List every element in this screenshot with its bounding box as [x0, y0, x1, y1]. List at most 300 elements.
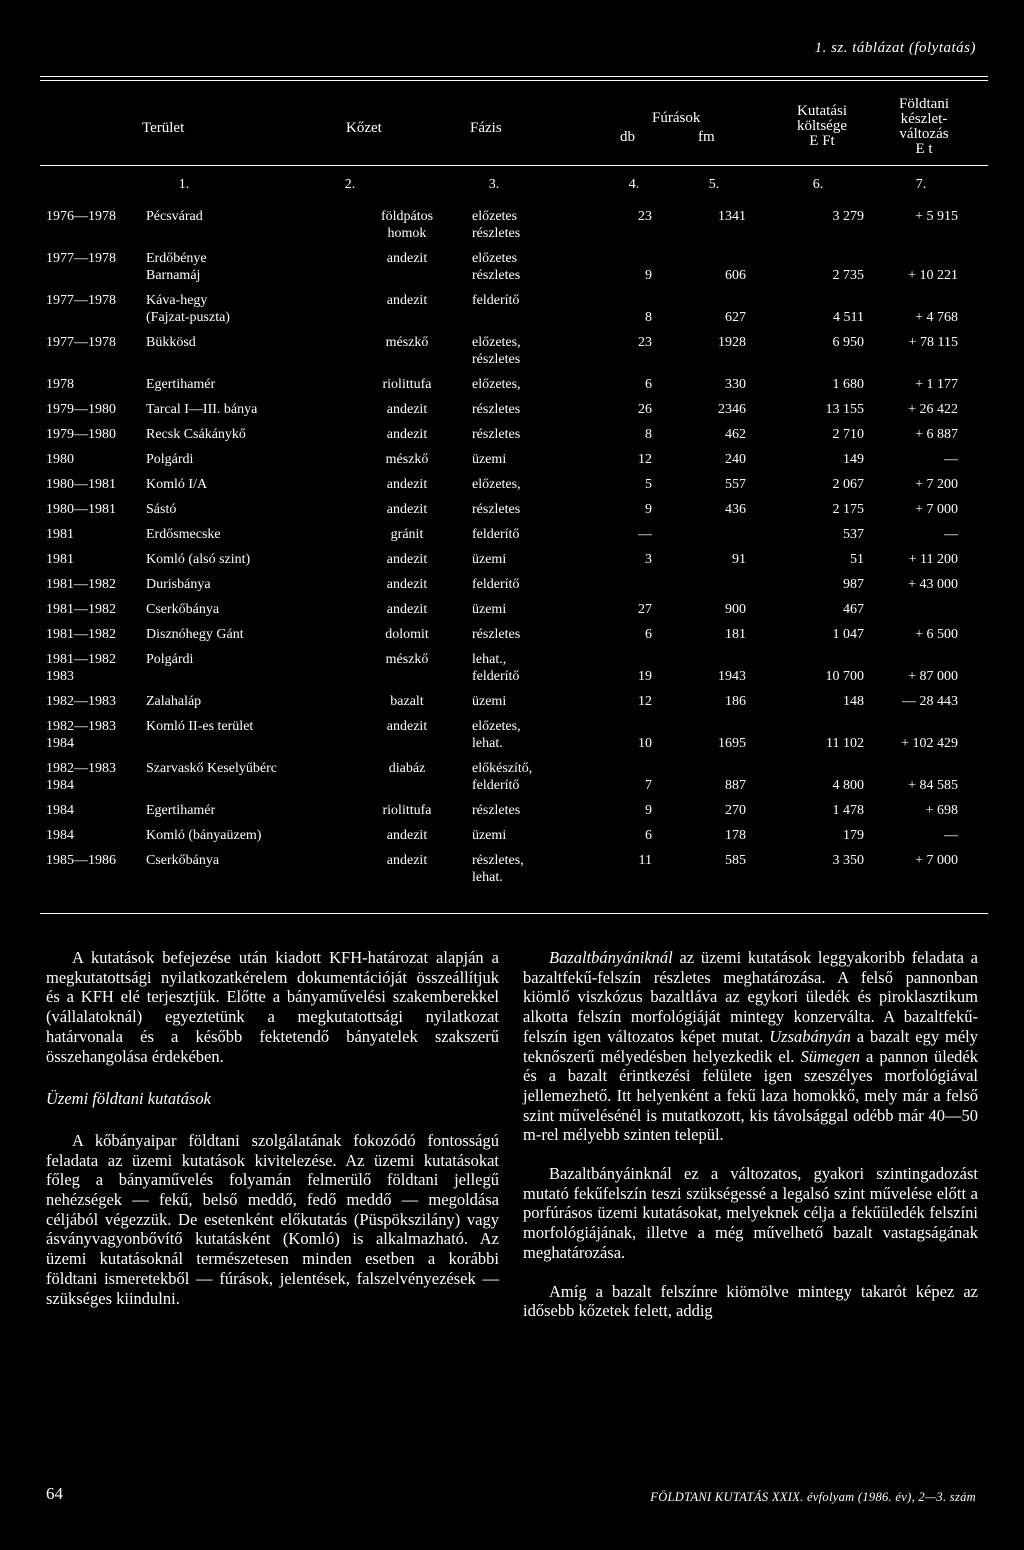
cell-area-line: Cserkőbánya [146, 602, 220, 617]
cell-year-line: 1982—1983 [46, 719, 116, 734]
table-caption: 1. sz. táblázat (folytatás) [814, 40, 976, 56]
cell-phase [472, 526, 519, 543]
cell-fm: 2346 [718, 402, 746, 417]
cell-area [146, 476, 207, 493]
table-row [46, 250, 986, 284]
cell-cost: 13 155 [825, 402, 864, 417]
cell-rock-line: andezit [386, 251, 428, 266]
table-row [46, 526, 986, 543]
cell-rock-line: andezit [386, 477, 428, 492]
paragraph: Bazaltbányáinknál ez a változatos, gyakori szintingadozást mutató fekűfelszín teszi szükségessé a legalsó szint művelése előtt a porfúrásos üzemi kutatásokat, melyeknek célja a fekűüledék felszíni morfológiájának, illetve a még művelhető bazalt vastagságának meghatározása. [523, 1164, 978, 1262]
cell-area [146, 292, 230, 326]
cell-db: 23 [638, 209, 652, 224]
cell-year [46, 376, 74, 393]
cell-phase-line: részletes [472, 268, 521, 283]
cell-area [146, 526, 221, 543]
cell-rock [332, 693, 482, 710]
cell-area [146, 334, 196, 351]
cell-year-line: 1977—1978 [46, 335, 116, 350]
cell-year [46, 501, 116, 518]
cell-rock [332, 292, 482, 309]
cell-rock-line: andezit [386, 427, 428, 442]
cell-rock [332, 551, 482, 568]
table-row [46, 451, 986, 468]
cell-phase-line: üzemi [472, 694, 507, 709]
cell-year-line: 1984 [46, 778, 74, 793]
cell-year-line: 1981—1982 [46, 652, 116, 667]
cell-cost: 987 [843, 577, 864, 592]
header-furasok: Fúrások [652, 110, 701, 126]
table-row [46, 827, 986, 844]
cell-area-line: Bükkösd [146, 335, 196, 350]
cell-cost: 3 279 [832, 209, 864, 224]
cell-rock-line: riolittufa [382, 377, 432, 392]
cell-fm: 1695 [718, 736, 746, 751]
header-koltseg: Kutatási költsége E Ft [797, 103, 847, 149]
cell-area [146, 827, 261, 844]
cell-phase-line: üzemi [472, 602, 507, 617]
cell-fm: 887 [725, 778, 746, 793]
rule-bottom [40, 913, 988, 914]
cell-db: 5 [645, 477, 652, 492]
cell-phase [472, 334, 521, 368]
cell-change: + 84 585 [908, 778, 958, 793]
left-text-column [46, 948, 499, 1308]
cell-db: 19 [638, 669, 652, 684]
cell-year-line: 1977—1978 [46, 251, 116, 266]
table-row [46, 401, 986, 418]
cell-year-line: 1981—1982 [46, 627, 116, 642]
cell-change: — 28 443 [902, 694, 958, 709]
cell-rock [332, 601, 482, 618]
cell-change: + 698 [925, 803, 958, 818]
journal-footer: FÖLDTANI KUTATÁS XXIX. évfolyam (1986. év), 2—3. szám [650, 1490, 976, 1504]
cell-area-line: Erdőbénye [146, 251, 207, 266]
cell-phase [472, 376, 521, 393]
cell-year [46, 292, 116, 309]
cell-rock [332, 852, 482, 869]
table-row [46, 718, 986, 752]
cell-phase [472, 827, 506, 844]
cell-phase-line: részletes [472, 627, 521, 642]
cell-cost: 467 [843, 602, 864, 617]
cell-db: 23 [638, 335, 652, 350]
cell-area [146, 693, 201, 710]
cell-year [46, 693, 116, 710]
cell-phase [472, 693, 506, 710]
cell-db: 8 [645, 427, 652, 442]
cell-area [146, 426, 246, 443]
cell-db: 9 [645, 803, 652, 818]
rule-top-2 [40, 80, 988, 81]
cell-phase [472, 501, 520, 518]
cell-phase [472, 626, 520, 643]
cell-year-line: 1977—1978 [46, 293, 116, 308]
cell-phase [472, 718, 521, 752]
cell-phase-line: lehat., [472, 652, 507, 667]
cell-phase [472, 551, 506, 568]
cell-year-line: 1984 [46, 828, 74, 843]
cell-rock [332, 451, 482, 468]
cell-cost: 10 700 [825, 669, 864, 684]
cell-rock-line: andezit [386, 502, 428, 517]
cell-db: 6 [645, 828, 652, 843]
cell-area-line: Komló (bányaüzem) [146, 828, 262, 843]
cell-rock [332, 426, 482, 443]
cell-area [146, 551, 250, 568]
cell-year-line: 1982—1983 [46, 761, 116, 776]
cell-phase [472, 401, 520, 418]
table-row [46, 601, 986, 618]
cell-rock [332, 501, 482, 518]
cell-cost: 1 478 [832, 803, 864, 818]
cell-db: 6 [645, 627, 652, 642]
cell-fm: 606 [725, 268, 746, 283]
cell-db: 27 [638, 602, 652, 617]
cell-rock-line: mészkő [385, 452, 429, 467]
cell-area-line: Káva-hegy [146, 293, 208, 308]
cell-change: + 26 422 [908, 402, 958, 417]
table-row [46, 760, 986, 794]
cell-rock-line: dolomit [385, 627, 429, 642]
cell-phase-line: üzemi [472, 828, 507, 843]
cell-phase-line: részletes [472, 502, 521, 517]
cell-area-line: Komló II-es terület [146, 719, 254, 734]
cell-year-line: 1983 [46, 669, 74, 684]
cell-rock-line: andezit [386, 577, 428, 592]
cell-cost: 179 [843, 828, 864, 843]
cell-db: 12 [638, 694, 652, 709]
cell-cost: 2 710 [832, 427, 864, 442]
cell-rock-line: diabáz [388, 761, 426, 776]
table-row [46, 376, 986, 393]
cell-rock-line: riolittufa [382, 803, 432, 818]
cell-rock [332, 827, 482, 844]
cell-phase-line: részletes [472, 803, 521, 818]
cell-rock [332, 250, 482, 267]
cell-fm: 627 [725, 310, 746, 325]
cell-phase [472, 426, 520, 443]
cell-area-line: Cserkőbánya [146, 853, 220, 868]
cell-area [146, 601, 219, 618]
cell-rock-line: mészkő [385, 652, 429, 667]
cell-area-line: Komló (alsó szint) [146, 552, 251, 567]
cell-year-line: 1984 [46, 803, 74, 818]
cell-phase-line: előzetes, [472, 377, 521, 392]
cell-area-line: Erdősmecske [146, 527, 221, 542]
cell-year-line: 1978 [46, 377, 74, 392]
cell-rock-line: gránit [390, 527, 424, 542]
cell-rock-line: andezit [386, 719, 428, 734]
cell-area [146, 208, 203, 225]
cell-cost: 1 047 [832, 627, 864, 642]
cell-rock-line: földpátos [380, 209, 434, 224]
cell-phase-line: felderítő [472, 527, 520, 542]
cell-fm: 240 [725, 452, 746, 467]
cell-db: 10 [638, 736, 652, 751]
cell-area-line: Zalahaláp [146, 694, 202, 709]
cell-year-line: 1980 [46, 452, 74, 467]
cell-phase-line: lehat. [472, 870, 503, 885]
cell-cost: 148 [843, 694, 864, 709]
cell-phase [472, 760, 532, 794]
cell-db: 6 [645, 377, 652, 392]
cell-change: + 7 000 [915, 502, 958, 517]
cell-change: + 7 200 [915, 477, 958, 492]
cell-change: — [944, 452, 958, 467]
cell-cost: 2 175 [832, 502, 864, 517]
cell-area [146, 451, 193, 468]
cell-fm: 462 [725, 427, 746, 442]
cell-change: + 6 887 [915, 427, 958, 442]
cell-fm: 900 [725, 602, 746, 617]
table-row [46, 501, 986, 518]
cell-rock-line: andezit [386, 293, 428, 308]
table-row [46, 626, 986, 643]
cell-year-line: 1981—1982 [46, 602, 116, 617]
cell-phase [472, 852, 524, 886]
cell-phase-line: előzetes [472, 209, 518, 224]
cell-phase [472, 576, 519, 593]
column-number: 3. [488, 177, 500, 192]
cell-fm: 330 [725, 377, 746, 392]
cell-db: — [638, 527, 652, 542]
column-number: 2. [344, 177, 356, 192]
cell-area-line: Polgárdi [146, 652, 194, 667]
header-db: db [620, 129, 635, 145]
cell-phase-line: felderítő [472, 669, 520, 684]
header-fazis: Fázis [470, 120, 502, 136]
cell-fm: 178 [725, 828, 746, 843]
section-heading: Üzemi földtani kutatások [46, 1089, 211, 1109]
table-row [46, 334, 986, 368]
cell-fm: 270 [725, 803, 746, 818]
cell-cost: 537 [843, 527, 864, 542]
cell-change: + 43 000 [908, 577, 958, 592]
cell-phase [472, 802, 520, 819]
header-kozet: Kőzet [346, 120, 382, 136]
cell-year [46, 208, 116, 225]
cell-area-line: (Fajzat-puszta) [146, 310, 230, 325]
cell-year [46, 827, 74, 844]
cell-cost: 4 511 [833, 310, 864, 325]
cell-phase-line: részletes [472, 427, 521, 442]
table-row [46, 208, 986, 242]
cell-phase [472, 250, 520, 284]
cell-change: + 1 177 [915, 377, 958, 392]
cell-rock [332, 208, 482, 242]
cell-phase-line: üzemi [472, 452, 507, 467]
cell-phase [472, 292, 519, 309]
cell-year [46, 802, 74, 819]
cell-rock [332, 802, 482, 819]
cell-fm: 186 [725, 694, 746, 709]
column-number: 7. [915, 177, 927, 192]
cell-db: 7 [645, 778, 652, 793]
cell-fm: 585 [725, 853, 746, 868]
cell-phase-line: lehat. [472, 736, 503, 751]
header-terulet: Terület [142, 120, 185, 136]
cell-change: + 10 221 [908, 268, 958, 283]
cell-year-line: 1982—1983 [46, 694, 116, 709]
rule-top [40, 76, 988, 77]
cell-rock [332, 476, 482, 493]
cell-change: — [944, 828, 958, 843]
cell-change: — [944, 527, 958, 542]
cell-area-line: Komló I/A [146, 477, 208, 492]
cell-fm: 1943 [718, 669, 746, 684]
cell-cost: 2 735 [832, 268, 864, 283]
cell-change: + 78 115 [908, 335, 958, 350]
cell-area-line: Barnamáj [146, 268, 201, 283]
cell-rock-line: andezit [386, 853, 428, 868]
column-number: 5. [708, 177, 720, 192]
cell-rock [332, 760, 482, 777]
table-row [46, 576, 986, 593]
cell-year-line: 1985—1986 [46, 853, 116, 868]
cell-area-line: Szarvaskő Keselyűbérc [146, 761, 278, 776]
cell-phase-line: előzetes, [472, 335, 521, 350]
cell-fm: 1928 [718, 335, 746, 350]
cell-area [146, 718, 253, 735]
cell-cost: 4 800 [832, 778, 864, 793]
cell-change: + 4 768 [915, 310, 958, 325]
header-keszlet: Földtani készlet- változás E t [898, 96, 949, 157]
cell-db: 9 [645, 502, 652, 517]
cell-rock-line: andezit [386, 402, 428, 417]
paragraph: Bazaltbányániknál az üzemi kutatások leggyakoribb feladata a bazaltfekű-felszín részletes meghatározása. A felső pannonban kiömlő viszkózus bazaltláva az egykori üledék és piroklasztikum alkotta felszín morfológiáját mintegy konzerválta. A bazaltfekű-felszín igen változatos képet mutat. Uzsabányán a bazalt egy mély teknőszerű mélyedésben helyezkedik el. Sümegen a pannon üledék és a bazalt érintkezési felülete igen szeszélyes morfológiával jellemezhető. Itt helyenként a fekű laza homokkő, mely már a felső szint művelésénél is mutatkozott, kis távolsággal odébb már 40—50 m-rel mélyebb szinten települ. [523, 948, 978, 1145]
cell-area [146, 651, 193, 668]
cell-year [46, 476, 116, 493]
cell-rock-line: andezit [386, 602, 428, 617]
cell-year [46, 576, 116, 593]
cell-area-line: Recsk Csákánykő [146, 427, 246, 442]
cell-phase-line: előzetes, [472, 719, 521, 734]
cell-area-line: Durisbánya [146, 577, 211, 592]
cell-db: 8 [645, 310, 652, 325]
cell-phase-line: üzemi [472, 552, 507, 567]
cell-area [146, 760, 277, 777]
cell-rock [332, 576, 482, 593]
page-number: 64 [46, 1484, 63, 1503]
cell-phase [472, 651, 519, 685]
cell-year [46, 760, 116, 794]
cell-db: 3 [645, 552, 652, 567]
paragraph: Amíg a bazalt felszínre kiömölve mintegy takarót képez az idősebb kőzetek felett, addig [523, 1281, 978, 1321]
table-row [46, 651, 986, 685]
cell-rock [332, 401, 482, 418]
table-row [46, 852, 986, 886]
cell-year [46, 651, 116, 685]
cell-area-line: Pécsvárad [146, 209, 203, 224]
cell-area-line: Egertihamér [146, 377, 216, 392]
cell-year-line: 1981 [46, 527, 74, 542]
cell-fm: 91 [732, 552, 746, 567]
cell-phase-line: felderítő [472, 778, 520, 793]
cell-fm: 181 [725, 627, 746, 642]
table-row [46, 802, 986, 819]
cell-year [46, 626, 116, 643]
table-row [46, 476, 986, 493]
cell-rock [332, 718, 482, 735]
cell-year [46, 250, 116, 267]
cell-db: 11 [638, 853, 652, 868]
cell-year-line: 1976—1978 [46, 209, 116, 224]
cell-year [46, 401, 116, 418]
cell-change: + 87 000 [908, 669, 958, 684]
cell-phase [472, 476, 521, 493]
cell-area [146, 250, 207, 284]
cell-fm: 557 [725, 477, 746, 492]
cell-change: + 102 429 [901, 736, 958, 751]
cell-area-line: Egertihamér [146, 803, 216, 818]
cell-area-line: Disznóhegy Gánt [146, 627, 244, 642]
cell-year-line: 1979—1980 [46, 402, 116, 417]
cell-change: + 6 500 [915, 627, 958, 642]
cell-cost: 11 102 [826, 736, 864, 751]
cell-phase-line: részletes [472, 352, 521, 367]
cell-area-line: Tarcal I—III. bánya [146, 402, 258, 417]
cell-year [46, 426, 116, 443]
cell-year [46, 526, 74, 543]
cell-year [46, 334, 116, 351]
cell-year [46, 601, 116, 618]
table-row [46, 426, 986, 443]
column-number: 1. [178, 177, 190, 192]
cell-year-line: 1981 [46, 552, 74, 567]
cell-cost: 149 [843, 452, 864, 467]
cell-area [146, 802, 215, 819]
cell-db: 26 [638, 402, 652, 417]
cell-year-line: 1984 [46, 736, 74, 751]
cell-cost: 2 067 [832, 477, 864, 492]
column-number: 6. [812, 177, 824, 192]
cell-rock-line: andezit [386, 828, 428, 843]
cell-area [146, 376, 215, 393]
cell-rock-line: andezit [386, 552, 428, 567]
cell-rock [332, 526, 482, 543]
cell-change: + 11 200 [908, 552, 958, 567]
cell-phase-line: előzetes [472, 251, 518, 266]
column-number: 4. [628, 177, 640, 192]
rule-header [40, 165, 988, 166]
table-row [46, 551, 986, 568]
cell-phase-line: előkészítő, [472, 761, 533, 776]
header-fm: fm [698, 129, 715, 145]
cell-cost: 51 [850, 552, 864, 567]
cell-area-line: Polgárdi [146, 452, 194, 467]
cell-rock-line: mészkő [385, 335, 429, 350]
cell-area [146, 401, 257, 418]
cell-db: 12 [638, 452, 652, 467]
cell-db: 9 [645, 268, 652, 283]
cell-change: + 7 000 [915, 853, 958, 868]
cell-year-line: 1979—1980 [46, 427, 116, 442]
cell-year [46, 852, 116, 869]
cell-year-line: 1981—1982 [46, 577, 116, 592]
cell-cost: 6 950 [832, 335, 864, 350]
cell-year [46, 551, 74, 568]
cell-year-line: 1980—1981 [46, 477, 116, 492]
cell-phase-line: részletes [472, 226, 521, 241]
cell-cost: 3 350 [832, 853, 864, 868]
cell-year-line: 1980—1981 [46, 502, 116, 517]
cell-area [146, 852, 219, 869]
cell-rock [332, 651, 482, 668]
cell-phase-line: részletes, [472, 853, 524, 868]
cell-phase-line: részletes [472, 402, 521, 417]
cell-phase [472, 601, 506, 618]
